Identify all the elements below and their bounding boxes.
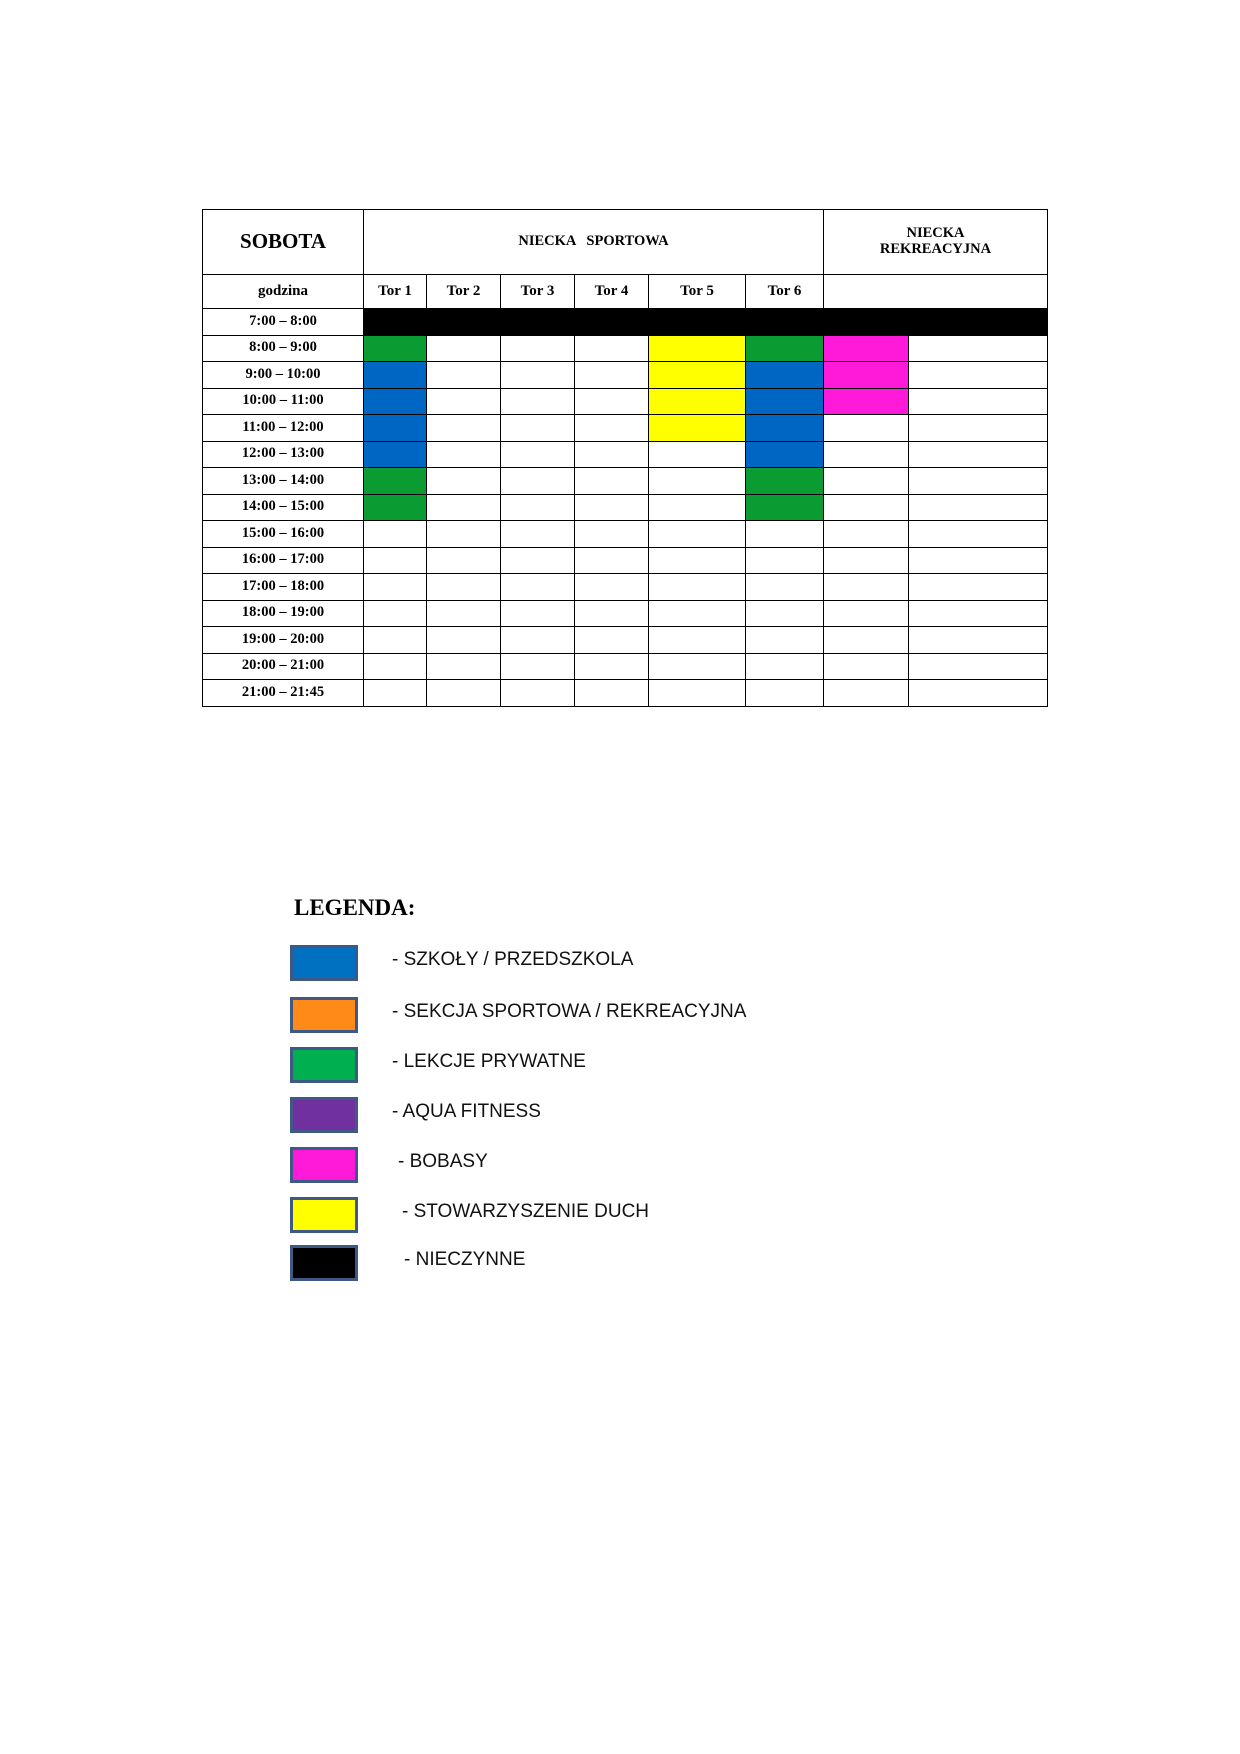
schedule-cell: [364, 600, 427, 627]
schedule-cell: [501, 335, 575, 362]
schedule-cell: [501, 441, 575, 468]
schedule-cell: [501, 494, 575, 521]
schedule-cell: [746, 362, 824, 389]
schedule-cell: [909, 309, 1048, 336]
schedule-cell: [501, 547, 575, 574]
schedule-cell: [824, 468, 909, 495]
schedule-cell: [364, 574, 427, 601]
legend-item: [290, 997, 890, 1033]
legend-swatch: [290, 1097, 358, 1133]
schedule-cell: [427, 547, 501, 574]
schedule-cell: [746, 680, 824, 707]
schedule-cell: [364, 680, 427, 707]
lane-header-5: Tor 5: [649, 275, 746, 309]
schedule-cell: [575, 680, 649, 707]
schedule-cell: [824, 309, 909, 336]
schedule-cell: [427, 680, 501, 707]
legend-label: - AQUA FITNESS: [392, 1101, 541, 1122]
schedule-cell: [427, 415, 501, 442]
schedule-cell: [427, 388, 501, 415]
schedule-cell: [824, 574, 909, 601]
schedule-row: [203, 494, 1048, 521]
schedule-cell: [649, 653, 746, 680]
schedule-cell: [909, 547, 1048, 574]
lane-header-4: Tor 4: [575, 275, 649, 309]
time-slot: 11:00 – 12:00: [203, 415, 364, 442]
schedule-row: [203, 335, 1048, 362]
time-slot: 12:00 – 13:00: [203, 441, 364, 468]
legend-label: - BOBASY: [398, 1151, 488, 1172]
schedule-cell: [746, 521, 824, 548]
schedule-cell: [364, 388, 427, 415]
time-slot: 8:00 – 9:00: [203, 335, 364, 362]
schedule-cell: [575, 574, 649, 601]
schedule-cell: [364, 627, 427, 654]
legend-swatch: [290, 1245, 358, 1281]
schedule-cell: [649, 521, 746, 548]
legend-swatch: [290, 1197, 358, 1233]
recreation-pool-line-1: NIECKA: [906, 225, 965, 242]
schedule-cell: [824, 362, 909, 389]
schedule-cell: [427, 362, 501, 389]
time-slot: 20:00 – 21:00: [203, 653, 364, 680]
schedule-cell: [427, 335, 501, 362]
schedule-cell: [909, 521, 1048, 548]
schedule-cell: [746, 441, 824, 468]
legend-label: - STOWARZYSZENIE DUCH: [402, 1201, 650, 1222]
schedule-cell: [909, 362, 1048, 389]
schedule-cell: [364, 653, 427, 680]
time-slot: 14:00 – 15:00: [203, 494, 364, 521]
header-row-pools: [203, 210, 1048, 275]
lane-header-1: Tor 1: [364, 275, 427, 309]
time-slot: 7:00 – 8:00: [203, 309, 364, 336]
schedule-cell: [501, 309, 575, 336]
schedule-cell: [824, 547, 909, 574]
schedule-cell: [575, 335, 649, 362]
legend-label: - SZKOŁY / PRZEDSZKOLA: [392, 949, 634, 970]
schedule-cell: [427, 653, 501, 680]
schedule-cell: [649, 335, 746, 362]
schedule-row: [203, 627, 1048, 654]
schedule-cell: [364, 309, 427, 336]
legend-swatch: [290, 1047, 358, 1083]
schedule-cell: [909, 335, 1048, 362]
schedule-cell: [649, 309, 746, 336]
schedule-cell: [427, 600, 501, 627]
schedule-row: [203, 547, 1048, 574]
schedule-cell: [649, 441, 746, 468]
schedule-cell: [649, 680, 746, 707]
schedule-cell: [575, 441, 649, 468]
schedule-cell: [824, 521, 909, 548]
schedule-cell: [824, 388, 909, 415]
schedule-cell: [575, 415, 649, 442]
time-slot: 10:00 – 11:00: [203, 388, 364, 415]
schedule-cell: [746, 309, 824, 336]
schedule-cell: [501, 680, 575, 707]
schedule-cell: [746, 574, 824, 601]
schedule-cell: [649, 547, 746, 574]
time-slot: 19:00 – 20:00: [203, 627, 364, 654]
schedule-cell: [364, 521, 427, 548]
schedule-cell: [649, 415, 746, 442]
day-title: SOBOTA: [203, 210, 364, 275]
legend-item: [290, 1047, 890, 1083]
schedule-cell: [746, 388, 824, 415]
legend-item: [290, 1147, 890, 1183]
schedule-cell: [501, 574, 575, 601]
schedule-cell: [427, 441, 501, 468]
schedule-cell: [364, 335, 427, 362]
schedule-cell: [824, 494, 909, 521]
schedule-cell: [427, 468, 501, 495]
schedule-cell: [649, 627, 746, 654]
schedule-row: [203, 653, 1048, 680]
schedule-cell: [909, 653, 1048, 680]
schedule-cell: [501, 653, 575, 680]
schedule-cell: [909, 441, 1048, 468]
schedule-cell: [364, 441, 427, 468]
schedule-cell: [649, 574, 746, 601]
schedule-cell: [575, 600, 649, 627]
schedule-cell: [746, 468, 824, 495]
schedule-cell: [364, 547, 427, 574]
legend-label: - SEKCJA SPORTOWA / REKREACYJNA: [392, 1001, 747, 1022]
schedule-table: [202, 209, 1048, 707]
schedule-cell: [501, 521, 575, 548]
schedule-cell: [501, 468, 575, 495]
schedule-cell: [575, 627, 649, 654]
recreation-pool-header: [824, 210, 1048, 275]
schedule-cell: [575, 309, 649, 336]
schedule-cell: [501, 362, 575, 389]
schedule-cell: [649, 600, 746, 627]
schedule-row: [203, 415, 1048, 442]
schedule-row: [203, 600, 1048, 627]
legend-item: [290, 1197, 890, 1233]
schedule-cell: [575, 521, 649, 548]
schedule-cell: [501, 415, 575, 442]
schedule-cell: [427, 627, 501, 654]
schedule-cell: [746, 494, 824, 521]
schedule-cell: [501, 627, 575, 654]
recreation-lane-header: [824, 275, 1048, 309]
schedule-cell: [746, 600, 824, 627]
schedule-cell: [427, 521, 501, 548]
schedule-row: [203, 521, 1048, 548]
schedule-cell: [909, 574, 1048, 601]
schedule-cell: [909, 680, 1048, 707]
schedule-cell: [364, 494, 427, 521]
schedule-cell: [909, 494, 1048, 521]
legend-swatch: [290, 1147, 358, 1183]
schedule-row: [203, 468, 1048, 495]
schedule-row: [203, 362, 1048, 389]
schedule-cell: [909, 627, 1048, 654]
schedule-cell: [575, 547, 649, 574]
legend-item: [290, 1245, 890, 1281]
legend-label: - NIECZYNNE: [404, 1249, 526, 1270]
schedule-cell: [364, 362, 427, 389]
time-slot: 13:00 – 14:00: [203, 468, 364, 495]
time-slot: 15:00 – 16:00: [203, 521, 364, 548]
schedule-cell: [575, 468, 649, 495]
legend-item: [290, 1097, 890, 1133]
schedule-cell: [909, 388, 1048, 415]
time-slot: 9:00 – 10:00: [203, 362, 364, 389]
schedule-cell: [575, 494, 649, 521]
time-slot: 16:00 – 17:00: [203, 547, 364, 574]
schedule-cell: [746, 653, 824, 680]
schedule-row: [203, 680, 1048, 707]
schedule-cell: [746, 335, 824, 362]
lane-header-3: Tor 3: [501, 275, 575, 309]
legend-label: - LEKCJE PRYWATNE: [392, 1051, 586, 1072]
schedule-cell: [909, 415, 1048, 442]
hour-header: godzina: [203, 275, 364, 309]
schedule-cell: [909, 468, 1048, 495]
time-slot: 18:00 – 19:00: [203, 600, 364, 627]
time-slot: 17:00 – 18:00: [203, 574, 364, 601]
schedule-cell: [909, 600, 1048, 627]
schedule-cell: [649, 468, 746, 495]
schedule-cell: [364, 468, 427, 495]
schedule-row: [203, 388, 1048, 415]
schedule-cell: [575, 362, 649, 389]
schedule-row: [203, 309, 1048, 336]
schedule-cell: [364, 415, 427, 442]
lane-header-2: Tor 2: [427, 275, 501, 309]
recreation-pool-line-2: REKREACYJNA: [879, 241, 992, 257]
schedule-cell: [649, 362, 746, 389]
schedule-cell: [746, 627, 824, 654]
schedule-cell: [746, 547, 824, 574]
schedule-cell: [649, 388, 746, 415]
schedule-cell: [824, 335, 909, 362]
schedule-row: [203, 441, 1048, 468]
schedule-cell: [575, 388, 649, 415]
sport-pool-header: NIECKA SPORTOWA: [364, 210, 824, 275]
schedule-cell: [649, 494, 746, 521]
schedule-cell: [824, 441, 909, 468]
legend-item: [290, 945, 890, 981]
schedule-cell: [427, 494, 501, 521]
legend-title: LEGENDA:: [294, 895, 416, 920]
schedule-cell: [824, 680, 909, 707]
schedule-cell: [575, 653, 649, 680]
time-slot: 21:00 – 21:45: [203, 680, 364, 707]
schedule-row: [203, 574, 1048, 601]
schedule-cell: [427, 309, 501, 336]
schedule-cell: [824, 653, 909, 680]
header-row-lanes: [203, 275, 1048, 309]
schedule-cell: [824, 415, 909, 442]
schedule-cell: [824, 627, 909, 654]
schedule-cell: [501, 600, 575, 627]
legend-swatch: [290, 997, 358, 1033]
schedule-cell: [824, 600, 909, 627]
schedule-cell: [427, 574, 501, 601]
schedule-cell: [746, 415, 824, 442]
schedule-cell: [501, 388, 575, 415]
lane-header-6: Tor 6: [746, 275, 824, 309]
legend-swatch: [290, 945, 358, 981]
